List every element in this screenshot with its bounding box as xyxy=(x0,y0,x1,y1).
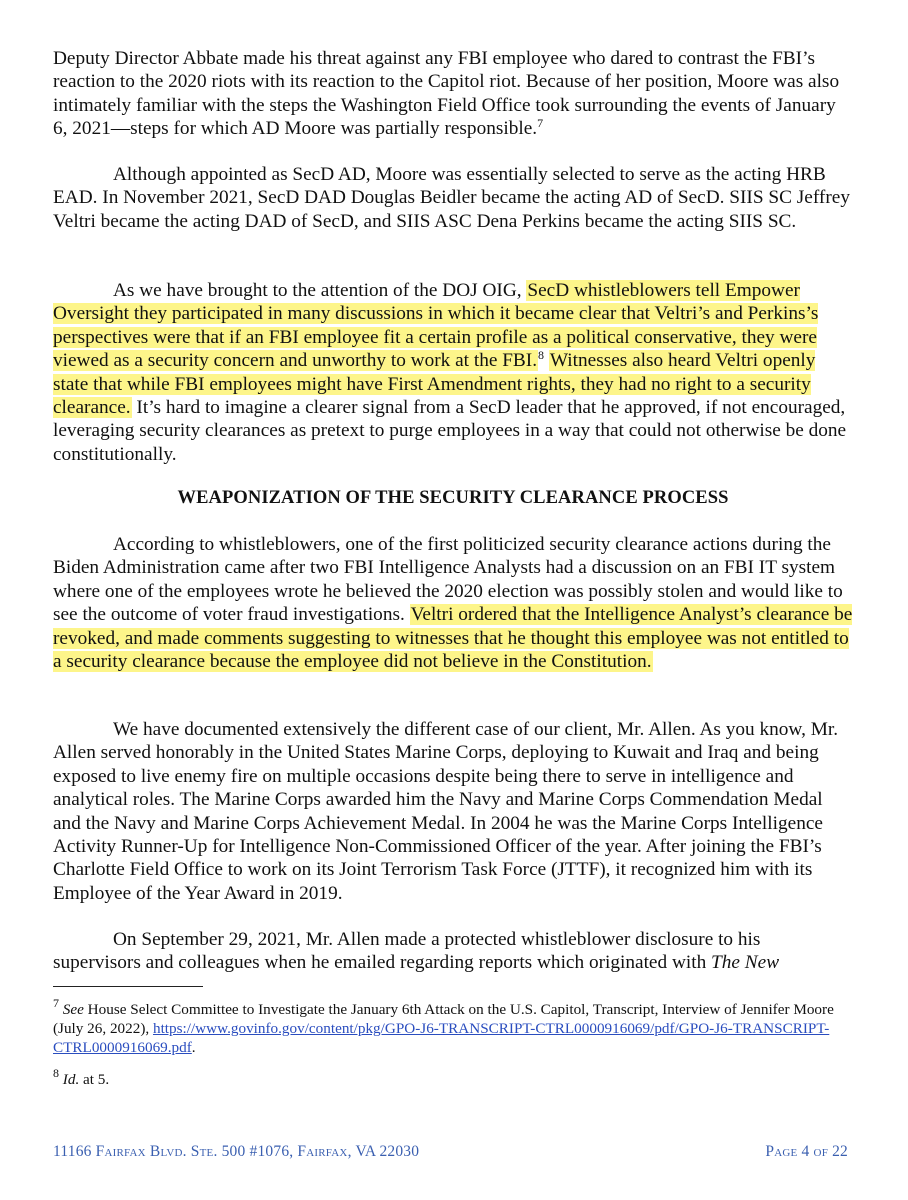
citation-signal: See xyxy=(62,1001,84,1018)
paragraph-secd-appointments xyxy=(53,163,853,233)
paragraph-lead: According to whistleblowers, one of the first politicized security clearance actions during the Biden Administration came after two FBI Intelligence Analysts had a discussion on an FBI IT system where one of the employees wrote he believed the 2020 election was possibly stolen and would like to see the outcome of voter fraud investigations. xyxy=(53,534,843,626)
paragraph-text: On September 29, 2021, Mr. Allen made a protected whistleblower disclosure to his supervisors and colleagues when he emailed regarding reports which originated with xyxy=(53,929,761,974)
footnote-divider xyxy=(53,986,203,987)
citation-id: Id. xyxy=(62,1071,80,1088)
paragraph-intelligence-analyst xyxy=(53,533,853,673)
footnote-end: . xyxy=(191,1039,196,1056)
paragraph-text: Although appointed as SecD AD, Moore was essentially selected to serve as the acting HRB EAD. In November 2021, SecD DAD Douglas Beidler became the acting AD of SecD. SIIS SC Jeffrey Veltri became the acting DAD of SecD, and SIIS ASC Dena Perkins became the acting SIIS SC. xyxy=(53,164,850,232)
footnote-7 xyxy=(53,996,853,1057)
page-number: Page 4 of 22 xyxy=(765,1143,848,1160)
footnote-8 xyxy=(53,1066,853,1089)
paragraph-text: We have documented extensively the different case of our client, Mr. Allen. As you know, Mr. Allen served honorably in the United States Marine Corps, deploying to Kuwait and Iraq and being exposed to live enemy fire on multiple occasions despite being there to serve in intelligence and analytical roles. The Marine Corps awarded him the Navy and Marine Corps Commendation Medal and the Navy and Marine Corps Achievement Medal. In 2004 he was the Marine Corps Intelligence Activity Runner-Up for Intelligence Non-Commissioned Officer of the year. After joining the FBI’s Charlotte Field Office to work on its Joint Terrorism Task Force (JTTF), it recognized him with its Employee of the Year Award in 2019. xyxy=(53,719,839,904)
highlighted-text: Veltri ordered that the Intelligence Analyst’s clearance be revoked, and made comments suggesting to witnesses that he thought this employee was not entitled to a security clearance because the employee did not believe in the Constitution. xyxy=(53,604,853,673)
paragraph-tail: It’s hard to imagine a clearer signal from a SecD leader that he approved, if not encouraged, leveraging security clearances as pretext to purge employees in a way that could not otherwise be done constitutionally. xyxy=(53,397,847,465)
highlighted-text: Witnesses also heard Veltri openly state that while FBI employees might have First Amendment rights, they had no right to a security clearance. xyxy=(53,350,816,419)
footnote-ref-7[interactable]: 7 xyxy=(537,116,544,131)
section-heading: WEAPONIZATION OF THE SECURITY CLEARANCE PROCESS xyxy=(177,488,729,508)
footnote-ref-8[interactable]: 8 xyxy=(538,348,545,363)
transcript-link[interactable]: https://www.govinfo.gov/content/pkg/GPO-J6-TRANSCRIPT-CTRL0000916069/pdf/GPO-J6-TRANSCRIPT-CTRL0000916069.pdf xyxy=(53,1020,830,1056)
paragraph-mr-allen xyxy=(53,718,853,905)
footer-address: 11166 Fairfax Blvd. Ste. 500 #1076, Fairfax, VA 22030 xyxy=(53,1143,420,1160)
footnote-number: 8 xyxy=(53,1066,59,1080)
publication-title: The New xyxy=(711,952,780,974)
footnote-text: House Select Committee to Investigate the January 6th Attack on the U.S. Capitol, Transcript, Interview of Jennifer Moore (July 26, 2022), xyxy=(53,1001,834,1037)
highlighted-text: SecD whistleblowers tell Empower Oversight they participated in many discussions in which it became clear that Veltri’s and Perkins’s perspectives were that if an FBI employee fit a certain profile as a political conservative, they were viewed as a security concern and unworthy to work at the FBI. xyxy=(53,280,819,372)
paragraph-lead: As we have brought to the attention of the DOJ OIG, xyxy=(113,280,527,301)
footnote-number: 7 xyxy=(53,996,59,1010)
paragraph-abbate-threat xyxy=(53,47,853,141)
paragraph-whistleblower-discussions xyxy=(53,279,853,466)
paragraph-text: Deputy Director Abbate made his threat against any FBI employee who dared to contrast the FBI’s reaction to the 2020 riots with its reaction to the Capitol riot. Because of her position, Moore was also intimately familiar with the steps the Washington Field Office took surrounding the events of January 6, 2021—steps for which AD Moore was partially responsible. xyxy=(53,48,840,140)
paragraph-protected-disclosure xyxy=(53,928,853,975)
footnote-text: at 5. xyxy=(79,1071,110,1088)
